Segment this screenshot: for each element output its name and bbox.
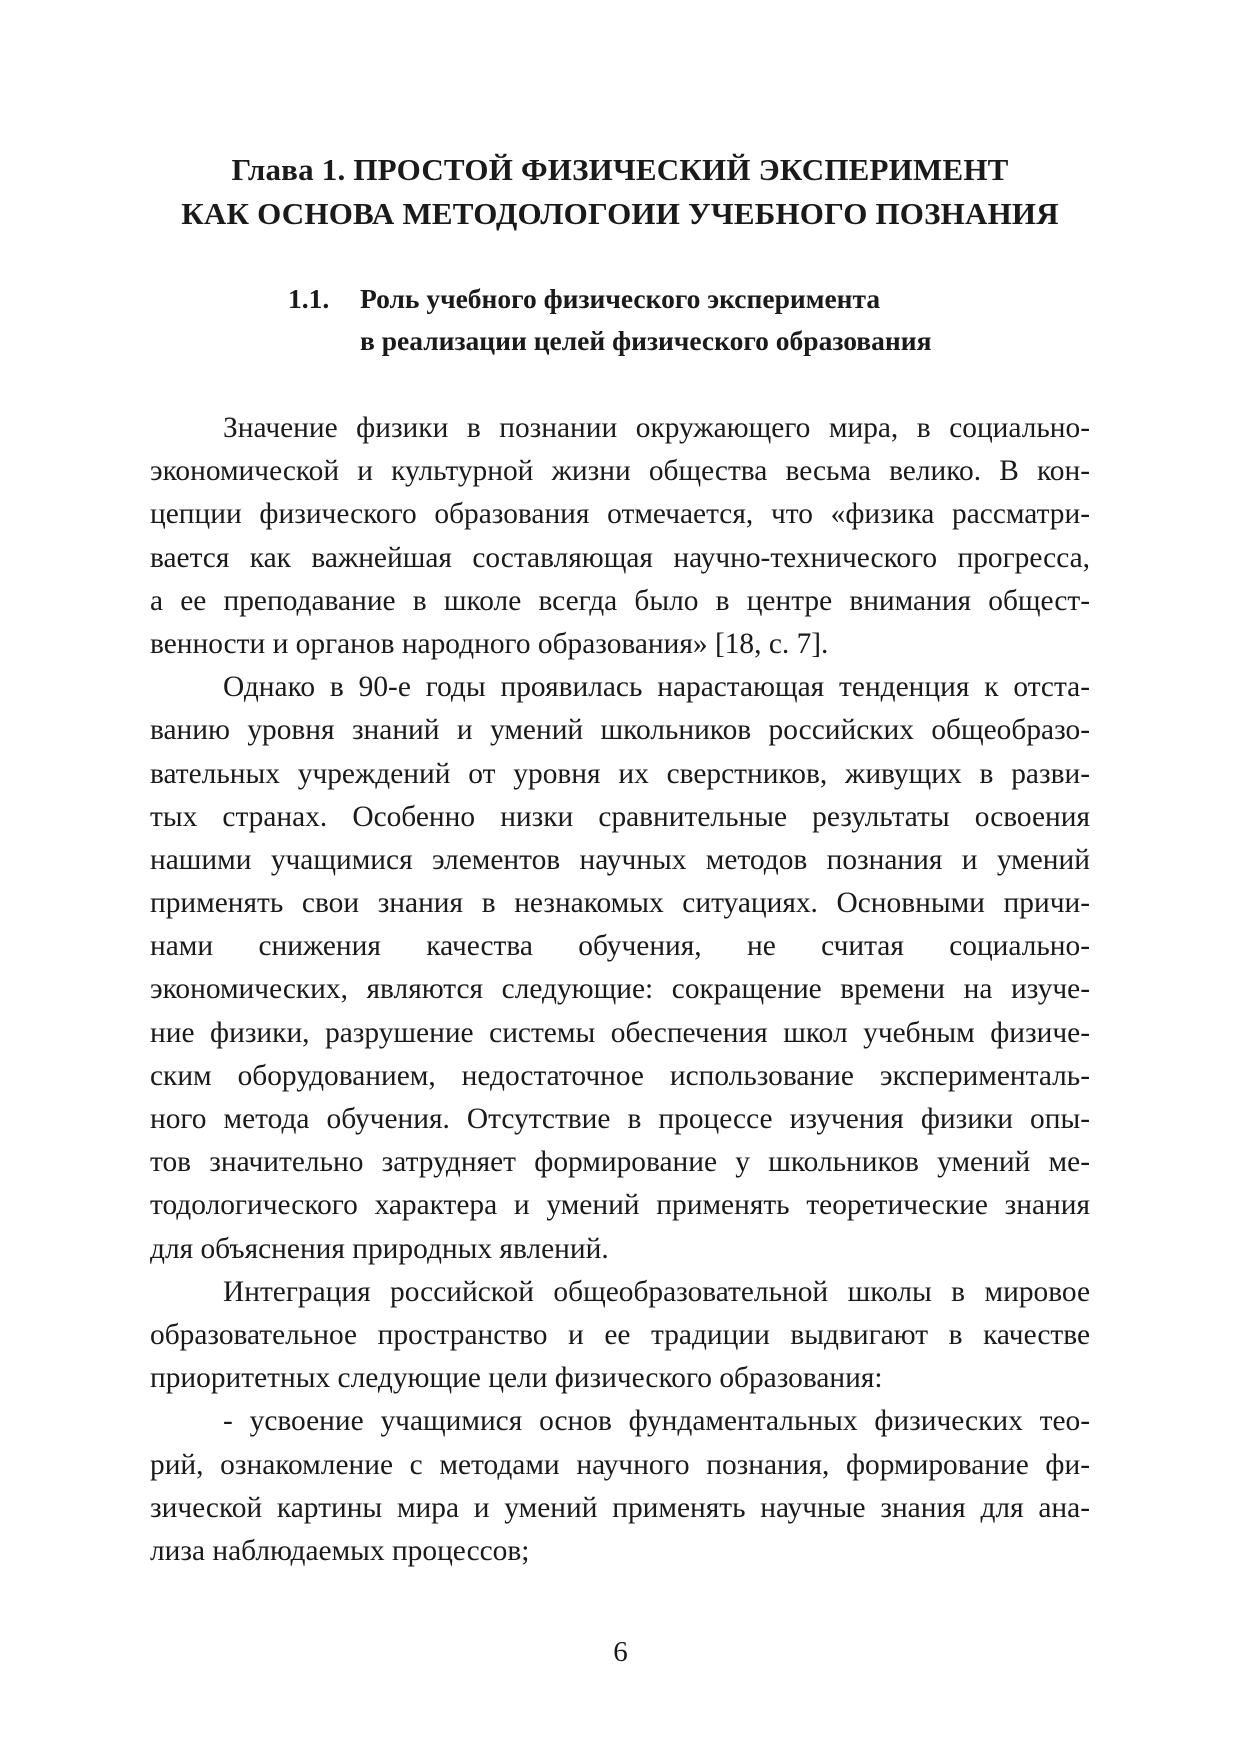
paragraph-line: ного метода обучения. Отсутствие в процессе изучения физики опы- bbox=[150, 1103, 1090, 1135]
paragraph-line: для объяснения природных явлений. bbox=[150, 1232, 609, 1265]
paragraph-line: ванию уровня знаний и умений школьников российских общеобразо- bbox=[150, 714, 1090, 747]
paragraph-line: лиза наблюдаемых процессов; bbox=[150, 1534, 530, 1567]
section-title-text: Роль учебного физического эксперимента bbox=[360, 283, 881, 314]
paragraph-line: вается как важнейшая составляющая научно-технического прогресса, bbox=[150, 541, 1090, 574]
paragraph-line: Однако в 90-е годы проявилась нарастающая тенденция к отста- bbox=[223, 671, 1090, 704]
paragraph-line: ние физики, разрушение системы обеспечения школ учебным физиче- bbox=[150, 1016, 1090, 1049]
paragraph bbox=[150, 666, 1090, 1271]
paragraph-line: вательных учреждений от уровня их сверстников, живущих в разви- bbox=[150, 757, 1090, 790]
paragraph-line: экономических, являются следующие: сокращение времени на изуче- bbox=[150, 973, 1090, 1006]
page-number: 6 bbox=[613, 1636, 628, 1668]
paragraph-line: тых странах. Особенно низки сравнительные результаты освоения bbox=[150, 800, 1090, 833]
paragraph-line: тов значительно затрудняет формирование у школьников умений ме- bbox=[150, 1146, 1090, 1179]
paragraph-line: а ее преподавание в школе всегда было в центре внимания общест- bbox=[150, 584, 1090, 617]
section-title-line bbox=[150, 278, 1090, 320]
paragraph-line: венности и органов народного образования» [18, с. 7]. bbox=[150, 627, 829, 660]
paragraph-line: тодологического характера и умений применять теоретические знания bbox=[150, 1189, 1090, 1222]
paragraph-line: ским оборудованием, недостаточное использование эксперименталь- bbox=[150, 1059, 1090, 1092]
section-title bbox=[150, 278, 1090, 362]
paragraph bbox=[150, 1400, 1090, 1573]
paragraph-line: цепции физического образования отмечается, что «физика рассматри- bbox=[150, 498, 1090, 531]
paragraph-line: экономической и культурной жизни общества весьма велико. В кон- bbox=[150, 455, 1090, 488]
section-number: 1.1. bbox=[288, 283, 330, 314]
chapter-title-line: Глава 1. ПРОСТОЙ ФИЗИЧЕСКИЙ ЭКСПЕРИМЕНТ bbox=[231, 152, 1009, 187]
paragraph-line: нашими учащимися элементов научных методов познания и умений bbox=[150, 843, 1090, 876]
paragraph-line: приоритетных следующие цели физического образования: bbox=[150, 1362, 883, 1395]
paragraph-line: нами снижения качества обучения, не считая социально- bbox=[150, 930, 1090, 963]
section-title-line: в реализации целей физического образования bbox=[360, 325, 932, 356]
paragraph-line: Интеграция российской общеобразовательной школы в мировое bbox=[223, 1275, 1090, 1308]
paragraph-line: зической картины мира и умений применять научные знания для ана- bbox=[150, 1491, 1090, 1524]
paragraph-line: - усвоение учащимися основ фундаментальных физических тео- bbox=[223, 1405, 1090, 1438]
paragraph bbox=[150, 407, 1090, 666]
paragraph-line: Значение физики в познании окружающего мира, в социально- bbox=[223, 412, 1090, 444]
chapter-title-line: КАК ОСНОВА МЕТОДОЛОГОИИ УЧЕБНОГО ПОЗНАНИЯ bbox=[181, 196, 1059, 231]
paragraph bbox=[150, 1271, 1090, 1401]
paragraph-line: рий, ознакомление с методами научного познания, формирование фи- bbox=[150, 1448, 1090, 1481]
body-text bbox=[150, 407, 1090, 1573]
paragraph-line: образовательное пространство и ее традиции выдвигают в качестве bbox=[150, 1318, 1090, 1351]
paragraph-line: применять свои знания в незнакомых ситуациях. Основными причи- bbox=[150, 887, 1090, 920]
chapter-title bbox=[150, 148, 1090, 236]
